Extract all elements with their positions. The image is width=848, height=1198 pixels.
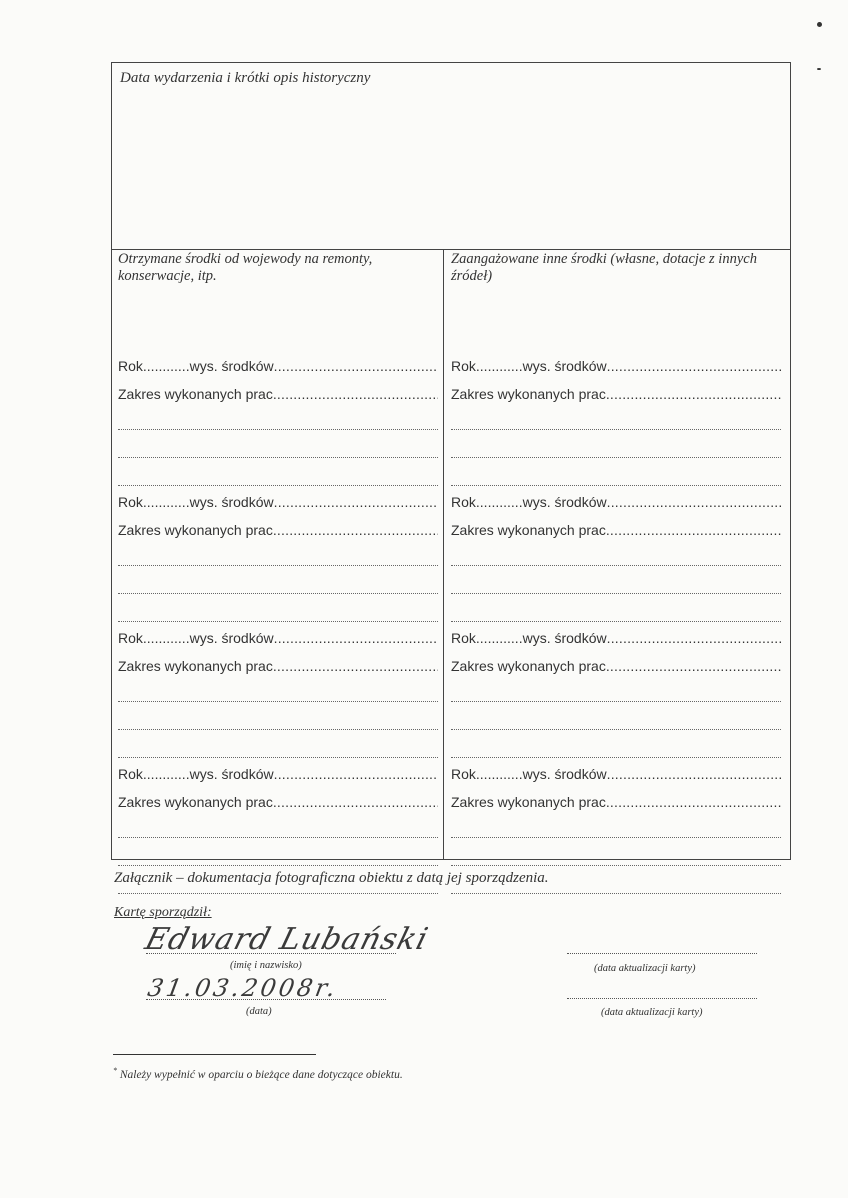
amount-field[interactable]	[274, 630, 438, 646]
amount-field[interactable]	[607, 494, 781, 510]
amount-field[interactable]	[274, 766, 438, 782]
scope-line	[451, 657, 781, 675]
amount-field[interactable]	[607, 358, 781, 374]
rok-label: Rok	[451, 358, 476, 374]
amount-field[interactable]	[607, 630, 781, 646]
rok-line	[118, 357, 438, 375]
update-date-line-2	[567, 998, 757, 999]
footnote	[113, 1066, 403, 1081]
rok-line	[451, 493, 781, 511]
rok-line	[118, 629, 438, 647]
amount-label: wys. środków	[522, 766, 607, 782]
update-caption-1: (data aktualizacji karty)	[594, 963, 696, 974]
blank-dotted-line[interactable]	[451, 427, 781, 430]
rok-dots: ............	[475, 494, 523, 510]
scope-label: Zakres wykonanych prac	[118, 658, 273, 674]
scope-label: Zakres wykonanych prac	[451, 794, 606, 810]
blank-dotted-line[interactable]	[451, 483, 781, 486]
amount-label: wys. środków	[189, 766, 274, 782]
form-table	[111, 62, 791, 860]
right-column	[451, 249, 781, 859]
name-caption: (imię i nazwisko)	[230, 960, 302, 971]
date-dotted-line	[146, 999, 386, 1000]
blank-dotted-line[interactable]	[451, 755, 781, 758]
blank-dotted-line[interactable]	[118, 835, 438, 838]
blank-dotted-line[interactable]	[118, 427, 438, 430]
scope-label: Zakres wykonanych prac	[118, 386, 273, 402]
scope-line	[451, 521, 781, 539]
amount-label: wys. środków	[522, 358, 607, 374]
amount-label: wys. środków	[522, 494, 607, 510]
rok-line	[118, 493, 438, 511]
rok-label: Rok	[451, 494, 476, 510]
signature: Edward Lubański	[141, 922, 433, 957]
scope-field[interactable]	[606, 658, 781, 674]
attachment-note: Załącznik – dokumentacja fotograficzna obiektu z datą jej sporządzenia.	[114, 870, 549, 886]
amount-field[interactable]	[274, 358, 438, 374]
rok-dots: ............	[142, 358, 190, 374]
amount-label: wys. środków	[189, 630, 274, 646]
blank-dotted-line[interactable]	[118, 591, 438, 594]
blank-dotted-line[interactable]	[118, 455, 438, 458]
blank-dotted-line[interactable]	[118, 891, 438, 894]
prepared-by-label: Kartę sporządził:	[114, 905, 212, 920]
scope-line	[118, 385, 438, 403]
blank-dotted-line[interactable]	[118, 699, 438, 702]
rok-dots: ............	[475, 630, 523, 646]
footnote-marker: *	[113, 1066, 117, 1075]
amount-field[interactable]	[274, 494, 438, 510]
scope-line	[118, 793, 438, 811]
rok-label: Rok	[118, 766, 143, 782]
scope-label: Zakres wykonanych prac	[118, 522, 273, 538]
scope-field[interactable]	[273, 522, 438, 538]
blank-dotted-line[interactable]	[118, 863, 438, 866]
right-column-header: Zaangażowane inne środki (własne, dotacje z innych źródeł)	[451, 251, 757, 284]
scope-line	[118, 521, 438, 539]
scope-line	[451, 793, 781, 811]
blank-dotted-line[interactable]	[451, 619, 781, 622]
update-date-line-1	[567, 953, 757, 954]
blank-dotted-line[interactable]	[118, 755, 438, 758]
amount-label: wys. środków	[189, 358, 274, 374]
history-title: Data wydarzenia i krótki opis historyczny	[120, 70, 371, 86]
rok-dots: ............	[475, 358, 523, 374]
rok-line	[451, 357, 781, 375]
column-divider	[443, 249, 444, 859]
blank-dotted-line[interactable]	[451, 727, 781, 730]
scope-line	[451, 385, 781, 403]
scope-field[interactable]	[273, 658, 438, 674]
blank-dotted-line[interactable]	[451, 699, 781, 702]
blank-dotted-line[interactable]	[451, 863, 781, 866]
blank-dotted-line[interactable]	[118, 483, 438, 486]
signature-dotted-line	[146, 953, 396, 954]
rok-label: Rok	[118, 358, 143, 374]
blank-dotted-line[interactable]	[451, 891, 781, 894]
scope-field[interactable]	[606, 386, 781, 402]
blank-dotted-line[interactable]	[451, 591, 781, 594]
rok-line	[451, 629, 781, 647]
date-caption: (data)	[246, 1006, 272, 1017]
update-caption-2: (data aktualizacji karty)	[601, 1007, 703, 1018]
footnote-text: Należy wypełnić w oparciu o bieżące dane dotyczące obiektu.	[119, 1068, 403, 1081]
blank-dotted-line[interactable]	[118, 563, 438, 566]
scope-label: Zakres wykonanych prac	[451, 522, 606, 538]
rok-line	[118, 765, 438, 783]
left-column	[118, 249, 438, 859]
rok-label: Rok	[451, 630, 476, 646]
rok-label: Rok	[451, 766, 476, 782]
footnote-rule	[113, 1054, 316, 1055]
date-value: 31.03.2008r.	[145, 974, 341, 1002]
scope-field[interactable]	[606, 522, 781, 538]
amount-field[interactable]	[607, 766, 781, 782]
amount-label: wys. środków	[522, 630, 607, 646]
scope-field[interactable]	[606, 794, 781, 810]
rok-label: Rok	[118, 494, 143, 510]
scope-field[interactable]	[273, 386, 438, 402]
scan-speck	[817, 68, 821, 70]
left-column-header: Otrzymane środki od wojewody na remonty, konserwacje, itp.	[118, 251, 373, 284]
blank-dotted-line[interactable]	[451, 835, 781, 838]
rok-line	[451, 765, 781, 783]
blank-dotted-line[interactable]	[451, 455, 781, 458]
scope-label: Zakres wykonanych prac	[118, 794, 273, 810]
rok-dots: ............	[475, 766, 523, 782]
blank-dotted-line[interactable]	[118, 619, 438, 622]
scope-label: Zakres wykonanych prac	[451, 658, 606, 674]
amount-label: wys. środków	[189, 494, 274, 510]
scope-field[interactable]	[273, 794, 438, 810]
blank-dotted-line[interactable]	[451, 563, 781, 566]
blank-dotted-line[interactable]	[118, 727, 438, 730]
rok-dots: ............	[142, 630, 190, 646]
scope-line	[118, 657, 438, 675]
rok-dots: ............	[142, 494, 190, 510]
scan-speck	[817, 22, 822, 27]
rok-dots: ............	[142, 766, 190, 782]
rok-label: Rok	[118, 630, 143, 646]
scope-label: Zakres wykonanych prac	[451, 386, 606, 402]
